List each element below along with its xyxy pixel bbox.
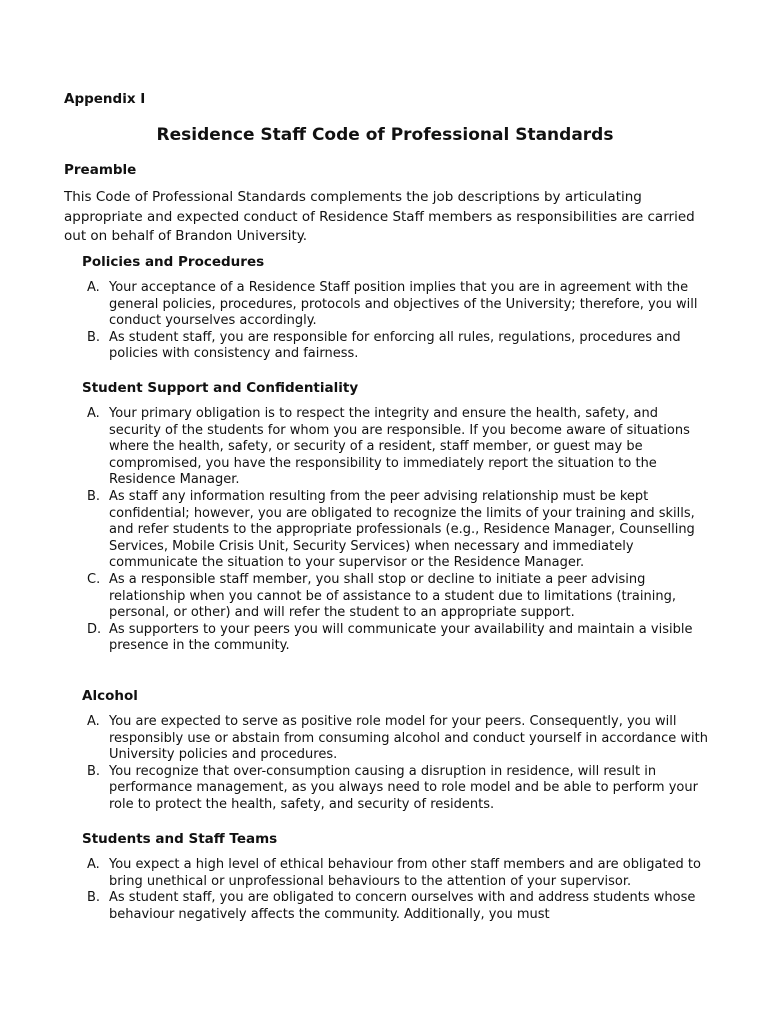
preamble-heading: Preamble (64, 162, 137, 178)
section-heading: Alcohol (82, 688, 138, 704)
list-marker: D. (87, 621, 102, 637)
list-item-text: You are expected to serve as positive role model for your peers. Consequently, you will responsibly use or abstain from consuming alcohol and conduct yourself in accordance with University policies and procedures. (109, 714, 708, 763)
list-marker: B. (87, 488, 101, 504)
section-student-support-and-confidentiality (82, 379, 712, 655)
appendix-label: Appendix I (64, 91, 146, 107)
list-item-text: Your primary obligation is to respect the integrity and ensure the health, safety, and security of the students for whom you are responsible. If you become aware of situations where the health, safety, or security of a resident, staff member, or guest may be compromised, you have the responsibility to immediately report the situation to the Residence Manager. (109, 406, 690, 488)
list-item-text: You recognize that over-consumption causing a disruption in residence, will result in performance management, as you always need to role model and be able to perform your role to protect the health, safety, and security of residents. (109, 763, 698, 812)
page-title (0, 125, 770, 145)
list-item-text: As supporters to your peers you will communicate your availability and maintain a visible presence in the community. (109, 621, 693, 654)
list-item-text: Your acceptance of a Residence Staff position implies that you are in agreement with the general policies, procedures, protocols and objectives of the University; therefore, you will conduct yourselves accordingly. (109, 280, 698, 329)
list-item (82, 764, 712, 814)
list-item-text: You expect a high level of ethical behaviour from other staff members and are obligated to bring unethical or unprofessional behaviours to the attention of your supervisor. (109, 857, 701, 889)
list-item (82, 572, 712, 622)
list-marker: A. (87, 406, 100, 421)
list-marker: A. (87, 714, 100, 729)
section-heading: Student Support and Confidentiality (82, 380, 359, 396)
list-item-text: As student staff, you are responsible for enforcing all rules, regulations, procedures and policies with consistency and fairness. (109, 329, 681, 362)
section-list (82, 714, 712, 814)
section-heading: Policies and Procedures (82, 254, 265, 270)
list-marker: C. (87, 571, 101, 587)
list-item (82, 714, 712, 764)
section-list (82, 406, 712, 655)
list-item (82, 489, 712, 572)
list-item-text: As staff any information resulting from the peer advising relationship must be kept confidential; however, you are obligated to recognize the limits of your training and skills, and refer students to the appropriate professionals (e.g., Residence Manager, Counselling Services, Mobile Crisis Unit, Security Services) when necessary and immediately communicate the situation to your supervisor or the Residence Manager. (109, 488, 695, 571)
list-item (82, 406, 712, 489)
section-alcohol (82, 687, 712, 814)
list-item-text: As a responsible staff member, you shall stop or decline to initiate a peer advising relationship when you cannot be of assistance to a student due to limitations (training, personal, or other) and will refer the student to an appropriate support. (109, 571, 676, 621)
preamble-text: This Code of Professional Standards complements the job descriptions by articulating appropriate and expected conduct of Residence Staff members as responsibilities are carried out on behalf of Brandon University. (64, 189, 695, 244)
section-students-and-staff-teams (82, 830, 712, 923)
list-item (82, 280, 712, 330)
section-heading: Students and Staff Teams (82, 831, 278, 847)
list-marker: A. (87, 857, 100, 872)
section-list (82, 857, 712, 923)
list-item-text: As student staff, you are obligated to concern ourselves with and address students whose behaviour negatively affects the community. Additionally, you must (109, 890, 696, 922)
list-marker: A. (87, 280, 100, 295)
list-marker: B. (87, 329, 101, 345)
section-list (82, 280, 712, 363)
list-marker: B. (87, 763, 101, 779)
page-title-text: Residence Staff Code of Professional Standards (156, 125, 614, 145)
list-item (82, 330, 712, 363)
section-policies-and-procedures (82, 253, 712, 363)
list-marker: B. (87, 890, 101, 906)
list-item (82, 622, 712, 655)
list-item (82, 857, 712, 890)
list-item (82, 890, 712, 923)
